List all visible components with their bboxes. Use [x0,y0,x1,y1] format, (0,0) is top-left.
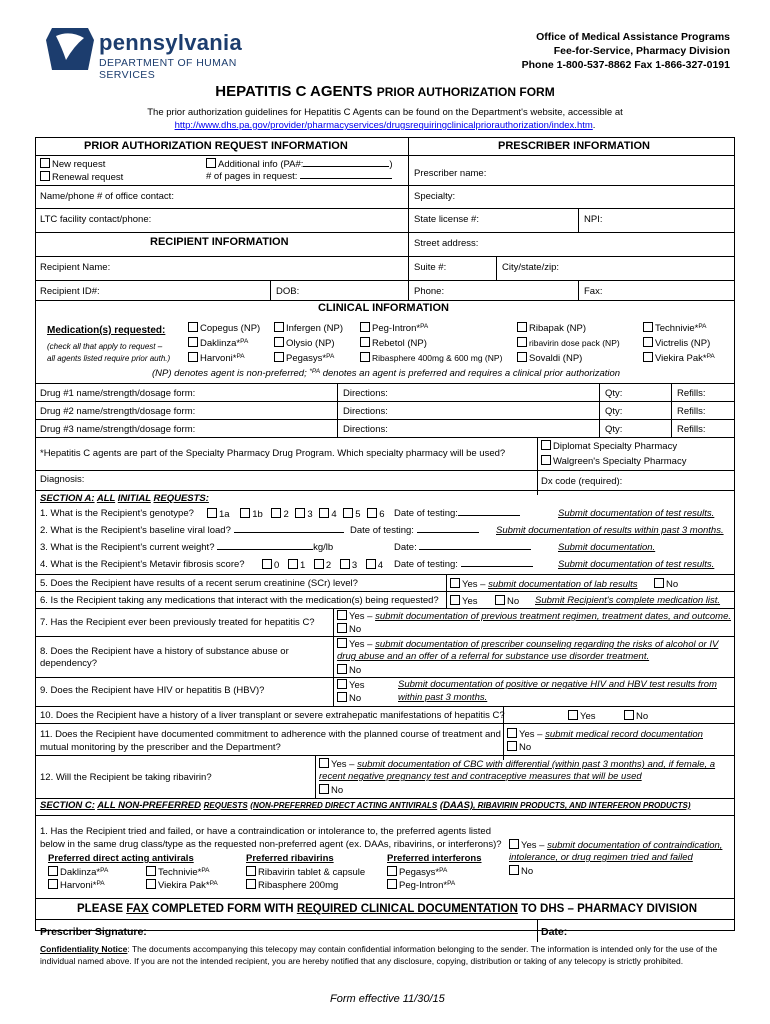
harvoni-checkbox[interactable] [188,352,198,362]
fax-field[interactable]: Fax: [584,286,603,297]
q8-substance-abuse-2: dependency? [40,658,98,669]
medications-label: Medication(s) requested: [47,325,166,336]
q9-yes-checkbox[interactable] [337,679,347,689]
q7-yes-checkbox[interactable] [337,610,347,620]
walgreens-checkbox[interactable] [541,455,551,465]
victrelis-checkbox[interactable] [643,337,653,347]
pref-technivie-checkbox[interactable] [146,866,156,876]
genotype-options[interactable]: 1a 1b 2 3 4 5 6 [207,508,384,520]
m0-checkbox[interactable] [262,559,272,569]
prescriber-name-field[interactable]: Prescriber name: [414,168,487,179]
dob-field[interactable]: DOB: [276,286,300,297]
office-info [522,30,730,72]
pref-ribavirin-tab-checkbox[interactable] [246,866,256,876]
pref-ribasphere[interactable]: Ribasphere 200mg [246,879,338,891]
logo-wordmark: pennsylvania [99,30,242,55]
form-effective-date: Form effective 11/30/15 [330,993,445,1005]
q8-yes-line-2: drug abuse and an offer of a referral for substance use disorder treatment. [337,651,650,662]
dx-code-field[interactable]: Dx code (required): [541,476,623,487]
q4-submit: Submit documentation of test results. [558,559,715,570]
q9-submit-1: Submit documentation of positive or negative HIV and HBV test results from [398,679,717,690]
med-ribapak[interactable]: Ribapak (NP) [517,322,586,334]
drug1-directions[interactable]: Directions: [343,388,388,399]
drug1-refills[interactable]: Refills: [677,388,706,399]
pages-field[interactable]: # of pages in request: [206,171,392,182]
clinical-heading: CLINICAL INFORMATION [318,302,449,314]
sc-q1-no-checkbox[interactable] [509,865,519,875]
medications-note-1: (check all that apply to request – [47,342,163,351]
guidelines-link[interactable]: http://www.dhs.pa.gov/provider/pharmacyservices/drugsrequiringclinicalpriorauthorization/index.htm [174,120,593,131]
q9-no[interactable]: No [337,692,361,704]
q6-yes-checkbox[interactable] [450,595,460,605]
q8-substance-abuse-1: 8. Does the Recipient have a history of substance abuse or [40,646,289,657]
ribavirin-pack-checkbox[interactable] [517,337,527,347]
additional-info-option[interactable]: Additional info (PA#: ) [206,158,393,170]
specialty-pharmacy-question: *Hepatitis C agents are part of the Specialty Pharmacy Drug Program. Which specialty pharmacy will be used? [40,448,506,459]
ltc-contact-field[interactable]: LTC facility contact/phone: [40,214,152,225]
q9-yes[interactable]: Yes [337,679,365,691]
q7-no[interactable]: No [337,623,361,635]
med-pegintron[interactable]: Peg-Intron*$^{PA}$ [360,322,428,334]
prescriber-signature-field[interactable]: Prescriber Signature: [40,926,147,938]
q4-date-testing[interactable]: Date of testing: [394,559,533,570]
state-license-field[interactable]: State license #: [414,214,479,225]
diplomat-option[interactable]: Diplomat Specialty Pharmacy [541,440,677,452]
q8-yes-checkbox[interactable] [337,638,347,648]
drug2-field[interactable]: Drug #2 name/strength/dosage form: [40,406,196,417]
q10-yes[interactable]: Yes [568,710,596,722]
q6-interacting-meds: 6. Is the Recipient taking any medications that interact with the medication(s) being requested? [40,595,439,606]
q11-no-checkbox[interactable] [507,741,517,751]
street-address-field[interactable]: Street address: [414,238,479,249]
intro-text: The prior authorization guidelines for Hepatitis C Agents can be found on the Department's website, accessible at http://www.dhs.pa.gov/provider/pharmacyservices/drugsrequiringclinicalpriorauthorization/index.htm. [147,107,623,131]
q11-no[interactable]: No [507,741,531,753]
medications-note-2: all agents listed require prior auth.) [47,354,171,363]
med-sovaldi[interactable]: Sovaldi (NP) [517,352,582,364]
g2-checkbox[interactable] [271,508,281,518]
prescriber-heading: PRESCRIBER INFORMATION [498,140,650,152]
q1-genotype: 1. What is the Recipient's genotype? [40,508,194,519]
sc-q1-line-1: 1. Has the Recipient tried and failed, or have a contraindication or intolerance to, the preferred agents listed [40,826,491,837]
med-infergen[interactable]: Infergen (NP) [274,322,343,334]
pref-daa-heading: Preferred direct acting antivirals [48,853,194,864]
med-ribavirin-pack[interactable]: ribavirin dose pack (NP) [517,337,620,348]
pref-ribavirin-tab[interactable]: Ribavirin tablet & capsule [246,866,365,878]
g3-checkbox[interactable] [295,508,305,518]
q11-yes-checkbox[interactable] [507,728,517,738]
m4-checkbox[interactable] [366,559,376,569]
q8-yes[interactable]: Yes – submit documentation of prescriber counseling regarding the risks of alcohol or IV [337,638,718,650]
npi-field[interactable]: NPI: [584,214,603,225]
drug2-qty[interactable]: Qty: [605,406,623,417]
q5-no[interactable]: No [654,578,678,590]
g1b-checkbox[interactable] [240,508,250,518]
pref-interferon-heading: Preferred interferons [387,853,482,864]
technivie-checkbox[interactable] [643,322,653,332]
q6-no-checkbox[interactable] [495,595,505,605]
pref-pegasys-checkbox[interactable] [387,866,397,876]
copegus-checkbox[interactable] [188,322,198,332]
q11-yes[interactable]: Yes – submit medical record documentation [507,728,703,740]
olysio-checkbox[interactable] [274,337,284,347]
q5-creatinine: 5. Does the Recipient have results of a recent serum creatinine (SCr) level? [40,578,358,589]
office-line-1: Office of Medical Assistance Programs [536,31,730,43]
q1-submit: Submit documentation of test results. [558,508,715,519]
pegasys-checkbox[interactable] [274,352,284,362]
q5-yes-checkbox[interactable] [450,578,460,588]
sc-q1-yes-checkbox[interactable] [509,839,519,849]
pref-harvoni[interactable]: Harvoni*$^{PA}$ [48,879,105,891]
renewal-request-checkbox[interactable] [40,171,50,181]
m2-checkbox[interactable] [314,559,324,569]
diplomat-checkbox[interactable] [541,440,551,450]
q7-yes[interactable]: Yes – submit documentation of previous treatment regimen, treatment dates, and outcome. [337,610,731,622]
drug1-qty[interactable]: Qty: [605,388,623,399]
form-title: HEPATITIS C AGENTS PRIOR AUTHORIZATION FORM [215,83,555,100]
confidentiality-notice: Confidentiality Notice: The documents accompanying this telecopy may contain confidential information belonging to the sender. The information is intended only for the use of the individual named above. If you are not the intended recipient, you are hereby notified that any disclosure, copying, distribution or taking of any telecopy is strictly prohibited. [40,944,718,966]
suite-field[interactable]: Suite #: [414,262,447,273]
med-copegus[interactable]: Copegus (NP) [188,322,260,334]
signature-date-field[interactable]: Date: [541,926,568,938]
pages-input[interactable] [300,178,392,179]
g6-checkbox[interactable] [367,508,377,518]
sc-q1-line-2: below in the same drug class/type as the requested non-preferred agent (ex. DAAs, ribavirins, or interferons)? [40,839,502,850]
pref-pegintron[interactable]: Peg-Intron*$^{PA}$ [387,879,455,891]
q9-no-checkbox[interactable] [337,692,347,702]
pref-harvoni-checkbox[interactable] [48,879,58,889]
g5-checkbox[interactable] [343,508,353,518]
diagnosis-field[interactable]: Diagnosis: [40,474,85,485]
office-contact-field[interactable]: Name/phone # of office contact: [40,191,174,202]
q3-date[interactable]: Date: [394,542,531,553]
g1a-checkbox[interactable] [207,508,217,518]
q11-adherence-1: 11. Does the Recipient have documented commitment to adherence with the planned course of treatment and [40,729,501,740]
drug2-directions[interactable]: Directions: [343,406,388,417]
q3-submit: Submit documentation. [558,542,656,553]
new-request-option[interactable]: New request [40,158,105,170]
q5-yes[interactable]: Yes – submit documentation of lab results [450,578,638,590]
pref-daklinza[interactable]: Daklinza*$^{PA}$ [48,866,108,878]
q12-no[interactable]: No [319,784,343,796]
pref-ribavirin-heading: Preferred ribavirins [246,853,334,864]
pref-ribasphere-checkbox[interactable] [246,879,256,889]
g4-checkbox[interactable] [319,508,329,518]
q2-date-testing[interactable]: Date of testing: [350,525,479,536]
sc-q1-no[interactable]: No [509,865,533,877]
pref-technivie[interactable]: Technivie*$^{PA}$ [146,866,210,878]
m3-checkbox[interactable] [340,559,350,569]
drug3-field[interactable]: Drug #3 name/strength/dosage form: [40,424,196,435]
np-pa-legend: (NP) denotes agent is non-preferred; $^{*PA}$ denotes an agent is preferred and requires a clinical prior authorization [152,368,621,379]
logo-subtitle: DEPARTMENT OF HUMAN SERVICES [99,57,237,81]
pa-number-field[interactable] [303,166,389,167]
med-daklinza[interactable]: Daklinza*$^{PA}$ [188,337,248,349]
recipient-id-field[interactable]: Recipient ID#: [40,286,100,297]
section-c-heading: SECTION C: ALL NON-PREFERRED REQUESTS (NON-PREFERRED DIRECT ACTING ANTIVIRALS (DAAS), RIBAVIRIN PRODUCTS, AND INTERFERON PRODUCTS) [40,800,691,811]
q9-hiv-hbv: 9. Does the Recipient have HIV or hepatitis B (HBV)? [40,685,265,696]
specialty-field[interactable]: Specialty: [414,191,456,202]
q10-no-checkbox[interactable] [624,710,634,720]
recipient-name-field[interactable]: Recipient Name: [40,262,111,273]
drug3-refills[interactable]: Refills: [677,424,706,435]
med-victrelis[interactable]: Victrelis (NP) [643,337,710,349]
pref-daklinza-checkbox[interactable] [48,866,58,876]
q10-liver-transplant: 10. Does the Recipient have a history of a liver transplant or severe extrahepatic manifestations of hepatitis C? [40,710,505,721]
ribasphere-checkbox[interactable] [360,352,370,362]
new-request-checkbox[interactable] [40,158,50,168]
office-line-3: Phone 1-800-537-8862 Fax 1-866-327-0191 [521,59,730,71]
med-harvoni[interactable]: Harvoni*$^{PA}$ [188,352,245,364]
pref-pegasys[interactable]: Pegasys*$^{PA}$ [387,866,447,878]
q9-submit-2: within past 3 months. [398,692,488,703]
office-line-2: Fee-for-Service, Pharmacy Division [553,45,730,57]
q5-no-checkbox[interactable] [654,578,664,588]
renewal-request-option[interactable]: Renewal request [40,171,123,183]
q6-yes[interactable]: Yes [450,595,478,607]
city-state-zip-field[interactable]: City/state/zip: [502,262,560,273]
drug1-field[interactable]: Drug #1 name/strength/dosage form: [40,388,196,399]
prior-auth-heading: PRIOR AUTHORIZATION REQUEST INFORMATION [84,140,348,152]
sc-q1-yes-line-2: intolerance, or drug regimen tried and failed [509,852,693,863]
keystone-logo-icon [44,26,96,72]
q2-viral-load[interactable]: 2. What is the Recipient's baseline viral load? [40,525,344,536]
q10-yes-checkbox[interactable] [568,710,578,720]
rebetol-checkbox[interactable] [360,337,370,347]
sc-q1-yes[interactable]: Yes – submit documentation of contraindication, [509,839,722,851]
sovaldi-checkbox[interactable] [517,352,527,362]
daklinza-checkbox[interactable] [188,337,198,347]
drug2-refills[interactable]: Refills: [677,406,706,417]
med-viekira[interactable]: Viekira Pak*$^{PA}$ [643,352,715,364]
q12-yes[interactable]: Yes – submit documentation of CBC with differential (within past 3 months) and, if female, a [319,758,715,770]
q6-submit: Submit Recipient's complete medication list. [535,595,721,606]
metavir-options[interactable]: 0 1 2 3 4 [262,559,383,571]
q12-yes-checkbox[interactable] [319,758,329,768]
q7-no-checkbox[interactable] [337,623,347,633]
section-a-heading: SECTION A: ALL INITIAL REQUESTS: [40,493,209,504]
pref-viekira[interactable]: Viekira Pak*$^{PA}$ [146,879,218,891]
fax-instruction: PLEASE FAX COMPLETED FORM WITH REQUIRED CLINICAL DOCUMENTATION TO DHS – PHARMACY DIVISION [77,903,698,915]
q3-weight[interactable]: 3. What is the Recipient's current weight? kg/lb [40,542,334,553]
viekira-checkbox[interactable] [643,352,653,362]
drug3-directions[interactable]: Directions: [343,424,388,435]
phone-field[interactable]: Phone: [414,286,445,297]
pref-pegintron-checkbox[interactable] [387,879,397,889]
m1-checkbox[interactable] [288,559,298,569]
med-olysio[interactable]: Olysio (NP) [274,337,335,349]
med-pegasys[interactable]: Pegasys*$^{PA}$ [274,352,334,364]
pegintron-checkbox[interactable] [360,322,370,332]
ribapak-checkbox[interactable] [517,322,527,332]
q8-no-checkbox[interactable] [337,664,347,674]
q12-no-checkbox[interactable] [319,784,329,794]
walgreens-option[interactable]: Walgreen's Specialty Pharmacy [541,455,686,467]
q12-yes-line-2: recent negative pregnancy test and contraceptive measures that will be used [319,771,642,782]
pref-viekira-checkbox[interactable] [146,879,156,889]
infergen-checkbox[interactable] [274,322,284,332]
recipient-heading: RECIPIENT INFORMATION [150,236,289,248]
med-ribasphere[interactable]: Ribasphere 400mg & 600 mg (NP) [360,352,502,363]
med-technivie[interactable]: Technivie*$^{PA}$ [643,322,707,334]
q12-ribavirin: 12. Will the Recipient be taking ribavirin? [40,772,212,783]
drug3-qty[interactable]: Qty: [605,424,623,435]
additional-info-checkbox[interactable] [206,158,216,168]
q10-no[interactable]: No [624,710,648,722]
pa-dhs-logo [44,26,284,81]
q1-date-testing[interactable]: Date of testing: [394,508,520,519]
q7-previous-treatment: 7. Has the Recipient ever been previously treated for hepatitis C? [40,617,315,628]
q4-metavir: 4. What is the Recipient's Metavir fibrosis score? [40,559,245,570]
q2-submit: Submit documentation of results within past 3 months. [496,525,724,536]
med-rebetol[interactable]: Rebetol (NP) [360,337,427,349]
q11-adherence-2: mutual monitoring by the prescriber and the Department? [40,742,281,753]
q8-no[interactable]: No [337,664,361,676]
q6-no[interactable]: No [495,595,519,607]
